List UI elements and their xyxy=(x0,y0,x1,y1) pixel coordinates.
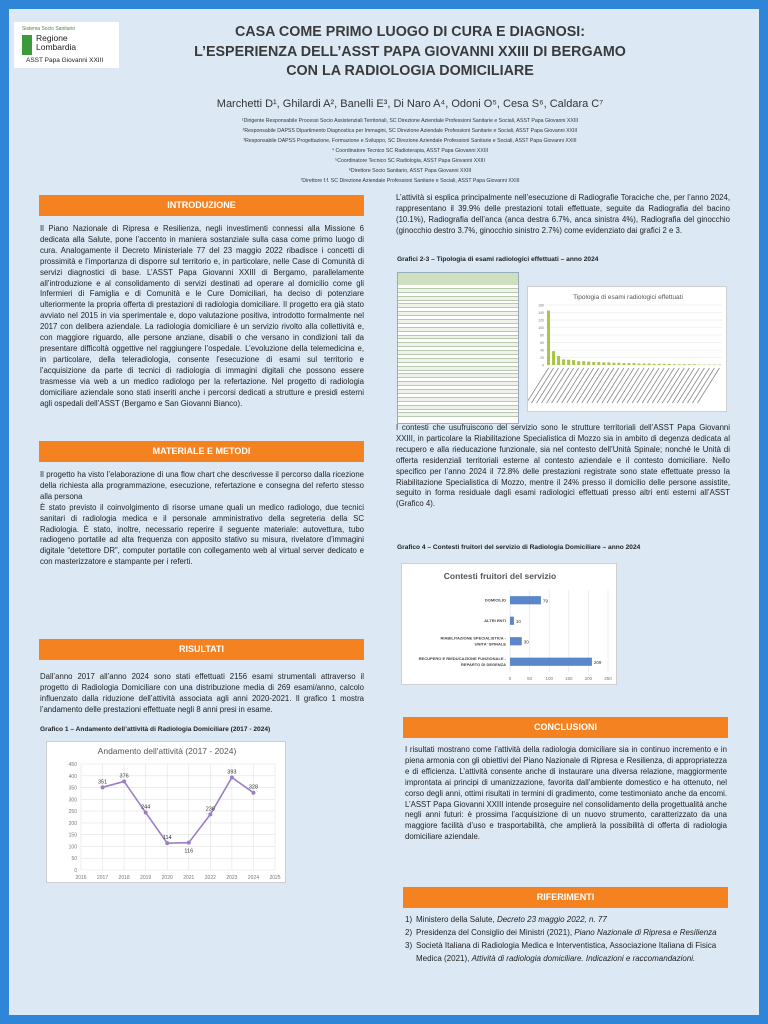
chart3-bar xyxy=(632,363,635,365)
chart4-xtick-label: 200 xyxy=(584,676,593,681)
chart3-bar xyxy=(597,362,600,365)
chart3-bar xyxy=(577,361,580,365)
chart3-bar xyxy=(557,356,560,365)
table-row xyxy=(398,413,518,417)
chart4-title: Contesti fruitori del servizio xyxy=(443,571,557,581)
chart3-bar xyxy=(658,364,661,365)
chart4-category-label: RECUPERO E RIEDUCAZIONE FUNZIONALE - xyxy=(418,655,506,661)
references-list xyxy=(405,914,723,966)
exam-types-bar-chart xyxy=(528,287,728,413)
chart3-bar xyxy=(678,364,681,365)
chart3-bar xyxy=(592,362,595,365)
reference-item: 2) Presidenza del Consiglio dei Ministri (2021), Piano Nazionale di Ripresa e Resilienza xyxy=(405,928,717,938)
chart1-xtick-label: 2024 xyxy=(247,875,260,881)
chart3-ytick-label: 0 xyxy=(542,363,544,368)
chart4-xtick-label: 250 xyxy=(604,676,612,681)
chart3-bar xyxy=(552,351,555,365)
chart1-ytick-label: 300 xyxy=(68,797,77,804)
chart3-bar xyxy=(602,362,605,365)
section-materiale-metodi: MATERIALE E METODI xyxy=(39,441,364,462)
chart4-category-label: UNITA' SPINALE xyxy=(474,641,506,647)
reference-item: 3) Società Italiana di Radiologia Medica e Interventistica, Associazione Italiana di Fisica Medica (2021), Attività di radiologia domiciliare. Indicazioni e raccomandazioni. xyxy=(405,941,717,963)
chart3-bar xyxy=(627,363,630,365)
chart1-ytick-label: 450 xyxy=(68,762,77,768)
chart3-bar xyxy=(693,364,696,365)
affiliations: ¹Dirigente Responsabile Processi Socio Assistenziali Territoriali, SC Direzione Aziendale Professioni Sanitarie e Sociali, ASST Papa Giovanni XXIII ²Responsabile DAPSS Dipartimento Diagnostica per Immagini, SC Direzione Aziendale Professioni Sanitarie e Sociali, ASST Papa Giovanni XXIII ³Responsabile DAPSS Progettazione, Formazione e Sviluppo, SC Direzione Aziendale Professioni Sanitarie e Sociali, ASST Papa Giovanni XXIII ⁴ Coordinatore Tecnico SC Radioterapia, ASST Papa Giovanni XXIII ⁵Coordinatore Tecnico SC Radiologia, ASST Papa Giovanni XXIII ⁶Direttore Socio Sanitario, ASST Papa Giovanni XXIII ⁷Direttore f.f. SC Direzione Aziendale Professioni Sanitarie e Sociali, ASST Papa Giovanni XXIII xyxy=(241,118,579,184)
chart1-data-label: 244 xyxy=(141,804,151,811)
chart1-ytick-label: 200 xyxy=(68,820,77,827)
chart3-ytick-label: 120 xyxy=(538,318,544,323)
chart4-xtick-label: 50 xyxy=(527,676,533,681)
chart3-bar xyxy=(663,364,666,365)
chart3-bar xyxy=(562,359,565,365)
lombardia-emblem-icon xyxy=(22,35,32,55)
chart3-bar xyxy=(653,364,656,365)
chart1-xtick-label: 2025 xyxy=(269,875,281,881)
section-riferimenti: RIFERIMENTI xyxy=(403,887,728,908)
chart1-point xyxy=(208,812,212,816)
chart1-xtick-label: 2019 xyxy=(140,875,152,881)
chart3-ytick-label: 160 xyxy=(538,303,544,308)
chart3-title: Tipologia di esami radiologici effettuati xyxy=(573,294,683,301)
chart3-bar xyxy=(683,364,686,365)
chart4-bar xyxy=(510,637,522,645)
chart3-bar xyxy=(643,364,646,366)
logo-system-text: Sistema Socio Sanitario xyxy=(22,26,76,32)
graph1-caption: Grafico 1 – Andamento dell’attività di Radiologia Domiciliare (2017 - 2024) xyxy=(40,726,271,733)
chart3-ytick-label: 80 xyxy=(540,333,544,338)
chart1-point xyxy=(101,785,105,789)
chart1-data-label: 328 xyxy=(248,784,259,791)
right-text-2: I contesti che usufruiscono del servizio sono le strutture territoriali dell’ASST Papa Giovanni XXIII, in particolare la Riabilitazione Specialistica di Mozzo sia in ambito di degenza dedicata al recupero e alla rieducazione funzionale, sia nel contesto dell’Unità Spinale; nonché le Unità di offerta residenziali territoriali esterne al contesto aziendale e il contesto domiciliare. Nello specifico per l’anno 2024 il 72.8% delle prestazioni registrate sono state effettuate presso la Riabilitazione Specialistica di Mozzo, mentre il 24% presso il domicilio delle persone assistite, seguito in forma residuale dagli esami radiologici effettuati presso altri enti esterni all’ASST (Grafico 4). xyxy=(396,423,730,509)
chart1-data-label: 114 xyxy=(162,835,172,842)
chart4-category-label: ALTRI ENTI xyxy=(484,617,506,623)
chart3-ytick-label: 60 xyxy=(540,341,544,345)
chart3-ytick-label: 100 xyxy=(538,326,544,330)
table-header xyxy=(398,273,518,285)
graph4-caption: Grafico 4 – Contesti fruitori del servizio di Radiologia Domiciliare – anno 2024 xyxy=(397,544,641,551)
chart1-xtick-label: 2022 xyxy=(204,875,216,881)
logo-org: ASST Papa Giovanni XXIII xyxy=(26,57,104,64)
chart4-xtick-label: 0 xyxy=(508,676,512,681)
chart1-data-label: 351 xyxy=(97,779,108,786)
logo xyxy=(14,22,119,68)
graph23-caption: Grafici 2-3 – Tipologia di esami radiologici effettuati – anno 2024 xyxy=(397,256,599,263)
reference-item: 1) Ministero della Salute, Decreto 23 maggio 2022, n. 77 xyxy=(405,915,607,924)
chart1-xtick-label: 2017 xyxy=(96,875,109,881)
chart4-bar xyxy=(510,658,592,666)
chart3-bar xyxy=(668,364,671,365)
chart1-data-label: 236 xyxy=(205,806,215,813)
graph3-chart xyxy=(527,286,727,412)
chart1-xtick-label: 2020 xyxy=(161,875,173,881)
chart1-ytick-label: 100 xyxy=(68,844,77,851)
chart3-bar xyxy=(622,363,625,365)
authors: Marchetti D¹, Ghilardi A², Banelli E³, Di Naro A⁴, Odoni O⁵, Cesa S⁶, Caldara C⁷ xyxy=(216,98,604,110)
chart1-ytick-label: 150 xyxy=(68,832,77,839)
chart1-ytick-label: 0 xyxy=(74,868,77,874)
chart1-xtick-label: 2021 xyxy=(183,875,195,881)
section-conclusioni: CONCLUSIONI xyxy=(403,717,728,738)
section-introduzione: INTRODUZIONE xyxy=(39,195,364,216)
results-text: Dall’anno 2017 all’anno 2024 sono stati effettuati 2156 esami strumentali attraverso il progetto di Radiologia Domiciliare con una distribuzione media di 269 esami/anno, calcolo influenzato dalla riduzione dell’attività associata agli anni 2020-2021. Il grafico 1 mostra l’andamento delle prestazioni effettuate negli 8 anni presi in esame. xyxy=(40,672,364,714)
poster-title: CASA COME PRIMO LUOGO DI CURA E DIAGNOSI: L’ESPERIENZA DELL’ASST PAPA GIOVANNI XXIII DI BERGAMO CON LA RADIOLOGIA DOMICILIARE xyxy=(194,24,626,79)
chart4-category-label: DOMICILIO xyxy=(484,597,506,603)
chart1-xtick-label: 2018 xyxy=(118,875,130,881)
chart4-category-label: REPARTO DI DEGENZA xyxy=(461,661,506,667)
chart3-bar xyxy=(648,364,651,366)
chart1-xtick-label: 2023 xyxy=(226,875,238,881)
chart4-xtick-label: 100 xyxy=(545,676,553,681)
chart3-ytick-label: 40 xyxy=(540,348,544,353)
activity-line-chart xyxy=(47,742,287,884)
chart4-data-label: 30 xyxy=(523,639,529,645)
chart1-point xyxy=(187,841,191,845)
chart3-bar xyxy=(572,360,575,365)
chart4-bar xyxy=(510,596,541,604)
exam-types-table xyxy=(397,272,519,424)
chart3-ytick-label: 20 xyxy=(540,356,544,360)
chart3-bar xyxy=(567,360,570,365)
chart1-ytick-label: 400 xyxy=(68,773,77,780)
chart1-data-label: 376 xyxy=(119,773,129,780)
chart3-bar xyxy=(688,364,691,365)
chart1-point xyxy=(165,841,169,845)
chart1-ytick-label: 250 xyxy=(68,809,77,816)
chart3-bar xyxy=(587,362,590,365)
intro-text: Il Piano Nazionale di Ripresa e Resilienza, negli investimenti connessi alla Missione 6 dedicata alla Salute, pone l’accento in maniera sostanziale sulla casa come primo luogo di cura. Analogamente il Decreto Ministeriale 77 del 23 maggio 2022 ribadisce i concetti di prossimità e l’importanza di disporre sul territorio e, in particolare, nelle Case di Comunità di servizi diagnostici di base. L’ASST Papa Giovanni XXIII di Bergamo, parallelamente all’introduzione e al consolidamento di servizi destinati ad operare al domicilio come gli Infermieri di Famiglia e di Comunità e le Cure Domiciliari, ha deciso di potenziare ulteriormente la propria offerta di prestazioni di radiologia domiciliare. Il progetto era già stato avviato nel 2015 in via sperimentale e, dopo valutazione positiva, introdotto formalmente nel 2017 con delibera aziendale. La radiologia domiciliare è un servizio rivolto alla collettività e, con maggiore riguardo, alle persone anziane, disabili o che versano in condizioni tali da presentare difficoltà oggettive nel raggiungere l’ospedale. L’evoluzione della telemedicina e, in particolare, della teleradiologia, consente l’esecuzione di esami sul territorio e l’acquisizione da parte di tecnici di radiologia di immagini digitali che possono essere trasmesse via web a un medico radiologo per la refertazione. Nel progetto di radiologia domiciliare aziendale sono stati inseriti anche i percorsi dedicati a strutture e presidi esterni agli ospedali dell’ASST (Bergamo e San Giovanni Bianco). xyxy=(40,224,364,408)
contexts-bar-chart xyxy=(402,564,618,686)
chart3-bar xyxy=(673,364,676,365)
chart3-bar xyxy=(617,363,620,365)
section-risultati: RISULTATI xyxy=(39,639,364,660)
chart3-ytick-label: 140 xyxy=(538,311,544,315)
chart3-bar xyxy=(547,311,550,365)
chart4-bar xyxy=(510,617,514,625)
methods-text: Il progetto ha visto l’elaborazione di una flow chart che descrivesse il percorso dalla ricezione della richiesta alla programmazione, esecuzione, refertazione e consegna del referto stesso alla persona È stato previsto il coinvolgimento di risorse umane quali un medico radiologo, due tecnici sanitari di radiologia medica e il personale amministrativo della segreteria della SC Radiologia. È stato, inoltre, necessario reperire il seguente materiale: autovettura, tubo radiogeno portatile ad alta frequenza con apposito stativo su misura, rivelatore d’immagini digitale “detettore DR”, computer portatile con collegamento web al virtual server dedicato e con masterizzatore e stampante per i referti. xyxy=(40,470,364,567)
chart1-data-label: 393 xyxy=(227,769,237,776)
right-text-1: L’attività si esplica principalmente nell’esecuzione di Radiografie Toraciche che, per l’anno 2024, rappresentano il 39.9% delle prestazioni totali effettuate, seguite da Radiografia del bacino (10.1%), Radiografia dell’anca (anca destra 6.7%, anca sinistra 4%), Radiografia del ginocchio (ginocchio destro 3.7%, ginocchio sinistro 2.7%) come evidenziato dai grafici 2 e 3. xyxy=(396,193,730,235)
chart4-xtick-label: 150 xyxy=(565,676,573,681)
graph1-chart xyxy=(46,741,286,883)
chart1-point xyxy=(144,811,148,815)
chart1-point xyxy=(230,775,234,779)
chart4-data-label: 79 xyxy=(542,598,548,604)
chart4-data-label: 209 xyxy=(593,659,602,665)
chart4-category-label: RIABILITAZIONE SPECIALISTICA - xyxy=(440,635,506,641)
chart1-xtick-label: 2016 xyxy=(75,875,87,881)
chart1-ytick-label: 350 xyxy=(68,785,77,792)
chart3-bar xyxy=(582,361,585,365)
chart3-bar xyxy=(612,363,615,365)
conclusions-text: I risultati mostrano come l’attività della radiologia domiciliare sia in continuo incremento e in piena armonia con gli obiettivi del Piano Nazionale di Ripresa e Resilienza, di appropriatezza e di efficienza. L’attività consente anche di instaurare una diversa relazione, maggiormente improntata ai principi di umanizzazione, favorita dall’ambiente domestico e ha ottenuto, nel corso degli anni, ottimi risultati in termini di gradimento, come testimoniato anche da encomi. L’ASST Papa Giovanni XXIII intende proseguire nel consolidamento della progettualità anche negli anni futuri: è prossima l’acquisizione di un nuovo strumento, caratterizzato da una maggiore facilità d’uso e trasportabilità, che amplierà la possibilità di offerta di radiologia domiciliare aziendale. xyxy=(405,745,727,842)
chart1-point xyxy=(251,791,255,795)
logo-region: Regione Lombardia xyxy=(36,33,77,52)
chart3-bar xyxy=(638,364,641,366)
chart3-bar xyxy=(607,362,610,365)
chart1-ytick-label: 50 xyxy=(71,856,77,863)
graph4-chart xyxy=(401,563,617,685)
chart1-point xyxy=(122,779,126,783)
chart1-title: Andamento dell'attività (2017 - 2024) xyxy=(97,746,237,756)
chart4-data-label: 10 xyxy=(515,618,521,624)
chart3-xtick-label xyxy=(528,368,549,403)
chart1-data-label: 116 xyxy=(184,848,194,855)
